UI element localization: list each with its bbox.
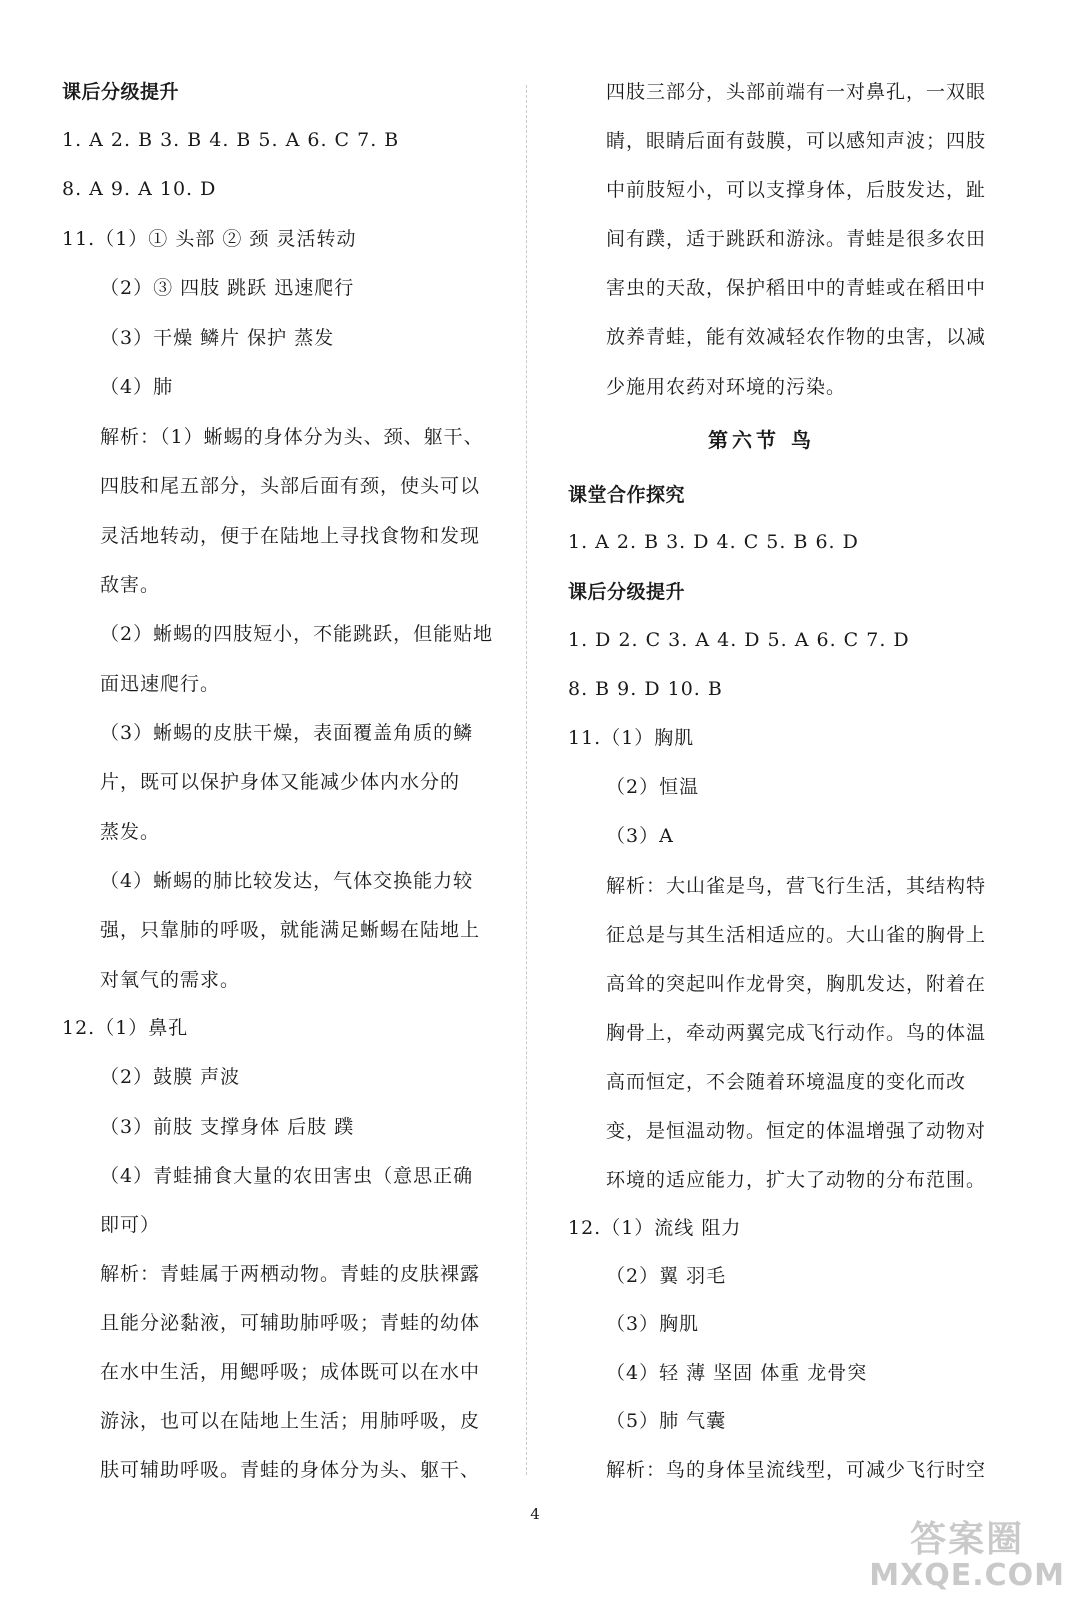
- q12-analysis-line: 游泳，也可以在陆地上生活；用肺呼吸，皮: [100, 1410, 481, 1432]
- q12-analysis-line: 肤可辅助呼吸。青蛙的身体分为头、躯干、: [100, 1459, 481, 1481]
- answers-row-1: 1. A 2. B 3. B 4. B 5. A 6. C 7. B: [62, 129, 400, 151]
- watermark: [869, 1520, 1065, 1592]
- q11-analysis-line: 环境的适应能力，扩大了动物的分布范围。: [606, 1169, 987, 1191]
- q12-part1: 12.（1）鼻孔: [62, 1017, 189, 1039]
- class-answers: 1. A 2. B 3. D 4. C 5. B 6. D: [568, 531, 859, 553]
- continuation-line: 放养青蛙，能有效减轻农作物的虫害，以减: [606, 326, 987, 348]
- column-divider: [526, 85, 527, 1475]
- q11-analysis-line: 敌害。: [100, 574, 161, 596]
- q12-part5: （5）肺 气囊: [606, 1410, 727, 1432]
- q12-analysis-line: 解析：鸟的身体呈流线型，可减少飞行时空: [606, 1459, 987, 1481]
- q11-part2: （2）恒温: [606, 776, 700, 798]
- continuation-line: 睛，眼睛后面有鼓膜，可以感知声波；四肢: [606, 130, 987, 152]
- answers-row-2: 8. A 9. A 10. D: [62, 178, 217, 200]
- continuation-line: 中前肢短小，可以支撑身体，后肢发达，趾: [606, 179, 987, 201]
- q11-analysis-line: 变，是恒温动物。恒定的体温增强了动物对: [606, 1120, 987, 1142]
- q12-part3: （3）前肢 支撑身体 后肢 蹼: [100, 1116, 355, 1138]
- q11-analysis-line: 强，只靠肺的呼吸，就能满足蜥蜴在陆地上: [100, 919, 481, 941]
- answers-row-1: 1. D 2. C 3. A 4. D 5. A 6. C 7. D: [568, 629, 910, 651]
- q12-part3: （3）胸肌: [606, 1313, 700, 1335]
- q12-part4: （4）青蛙捕食大量的农田害虫（意思正确: [100, 1165, 474, 1187]
- heading-after-class-left: 课后分级提升: [62, 81, 180, 103]
- q11-analysis-line: 蒸发。: [100, 821, 161, 843]
- q12-part4-continued: 即可）: [100, 1214, 161, 1236]
- q12-part2: （2）翼 羽毛: [606, 1265, 727, 1287]
- continuation-line: 少施用农药对环境的污染。: [606, 376, 847, 398]
- q11-part1: 11.（1）胸肌: [568, 727, 695, 749]
- heading-after-class-right: 课后分级提升: [568, 581, 686, 603]
- continuation-line: 四肢三部分，头部前端有一对鼻孔，一双眼: [606, 81, 987, 103]
- q12-analysis-line: 且能分泌黏液，可辅助肺呼吸；青蛙的幼体: [100, 1312, 481, 1334]
- q11-analysis-line: 高耸的突起叫作龙骨突，胸肌发达，附着在: [606, 973, 987, 995]
- q11-analysis-line: 对氧气的需求。: [100, 969, 241, 991]
- q11-analysis-line: 四肢和尾五部分，头部后面有颈，使头可以: [100, 475, 481, 497]
- answers-row-2: 8. B 9. D 10. B: [568, 678, 723, 700]
- q11-analysis-line: 高而恒定，不会随着环境温度的变化而改: [606, 1071, 967, 1093]
- q11-analysis-line: 解析：（1）蜥蜴的身体分为头、颈、躯干、: [100, 426, 484, 448]
- continuation-line: 害虫的天敌，保护稻田中的青蛙或在稻田中: [606, 277, 987, 299]
- q11-analysis-line: 解析：大山雀是鸟，营飞行生活，其结构特: [606, 875, 987, 897]
- watermark-logo-text: 答案圈: [910, 1519, 1025, 1560]
- q11-analysis-line: （2）蜥蜴的四肢短小，不能跳跃，但能贴地: [100, 623, 494, 645]
- q11-part3: （3）干燥 鳞片 保护 蒸发: [100, 327, 335, 349]
- section-title: 第六节 鸟: [708, 428, 815, 452]
- page-number: 4: [530, 1505, 540, 1523]
- q12-analysis-line: 解析：青蛙属于两栖动物。青蛙的皮肤裸露: [100, 1263, 481, 1285]
- q11-analysis-line: 片，既可以保护身体又能减少体内水分的: [100, 771, 461, 793]
- q12-analysis-line: 在水中生活，用鳃呼吸；成体既可以在水中: [100, 1361, 481, 1383]
- q11-part3: （3）A: [606, 825, 674, 847]
- q12-part1: 12.（1）流线 阻力: [568, 1217, 742, 1239]
- q11-analysis-line: （3）蜥蜴的皮肤干燥，表面覆盖角质的鳞: [100, 722, 474, 744]
- q11-analysis-line: （4）蜥蜴的肺比较发达，气体交换能力较: [100, 870, 474, 892]
- continuation-line: 间有蹼，适于跳跃和游泳。青蛙是很多农田: [606, 228, 987, 250]
- q11-part4: （4）肺: [100, 376, 174, 398]
- q12-part4: （4）轻 薄 坚固 体重 龙骨突: [606, 1362, 868, 1384]
- q11-analysis-line: 面迅速爬行。: [100, 673, 221, 695]
- q11-part2: （2）③ 四肢 跳跃 迅速爬行: [100, 277, 355, 299]
- heading-in-class: 课堂合作探究: [568, 484, 686, 506]
- q12-part2: （2）鼓膜 声波: [100, 1066, 241, 1088]
- q11-analysis-line: 灵活地转动，便于在陆地上寻找食物和发现: [100, 525, 481, 547]
- q11-analysis-line: 胸骨上，牵动两翼完成飞行动作。鸟的体温: [606, 1022, 987, 1044]
- watermark-url: MXQE.COM: [869, 1558, 1065, 1593]
- q11-analysis-line: 征总是与其生活相适应的。大山雀的胸骨上: [606, 924, 987, 946]
- q11-part1: 11.（1）① 头部 ② 颈 灵活转动: [62, 228, 357, 250]
